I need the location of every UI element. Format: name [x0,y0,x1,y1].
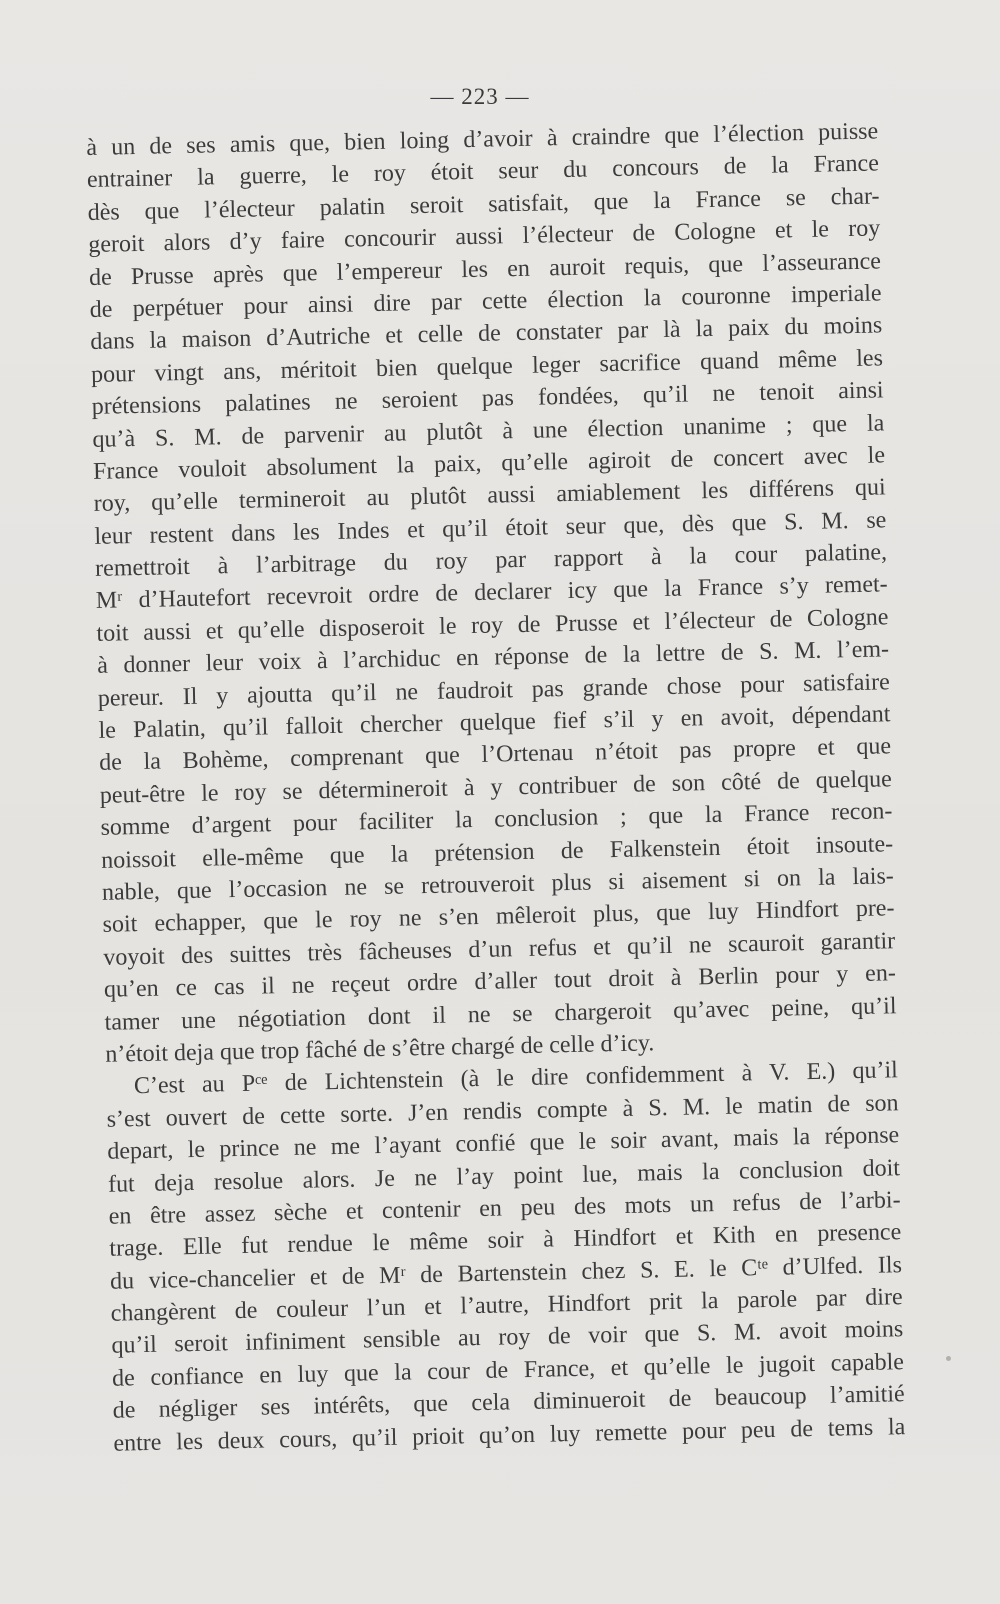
text-line: soit echapper, que le roy ne s’en mêleroit plus, que luy Hindfort pre- [102,895,895,939]
text-line: remettroit à l’arbitrage du roy par rapport à la cour palatine, [94,539,888,582]
body-text [86,115,906,1459]
paper-speck [946,1356,951,1361]
text-line: de confiance en luy que la cour de France, et qu’elle le jugoit capable [111,1348,905,1392]
text-line: qu’il seroit infiniment sensible au roy de voir que S. M. avoit moins [111,1316,904,1360]
text-line: à un de ses amis que, bien loing d’avoir à craindre que l’élection puisse [86,118,879,161]
text-line: le Palatin, qu’il falloit chercher quelque fief s’il y en avoit, dépendant [98,701,891,744]
paragraph-end-line: n’étoit deja que trop fâché de s’être chargé de celle d’icy. [105,1030,655,1068]
text-line: toit aussi et qu’elle disposeroit le roy de Prusse et l’électeur de Cologne [96,604,889,647]
text-line: geroit alors d’y faire concourir aussi l’électeur de Cologne et le roy [88,215,881,259]
text-line: entre les deux cours, qu’il prioit qu’on luy remette pour peu de tems la [113,1413,906,1457]
text-line: pour vingt ans, méritoit bien quelque leger sacrifice quand même les [90,345,884,388]
text-line: leur restent dans les Indes et qu’il étoit seur que, dès que S. M. se [94,507,887,550]
text-line: dans la maison d’Autriche et celle de constater par là la paix du moins [90,312,883,356]
text-line: de négliger ses intérêts, que cela diminueroit de beaucoup l’amitié [112,1381,905,1424]
text-line: peut-être le roy se détermineroit à y contribuer de son côté de quelque [99,766,893,809]
text-line: nable, que l’occasion ne se retrouveroit plus si aisement si on la lais- [101,863,895,906]
text-line: de Prusse après que l’empereur les en auroit requis, que l’asseurance [88,247,882,291]
text-line: s’est ouvert de cette sorte. J’en rendis compte à S. M. le matin de son [106,1089,899,1133]
text-line: prétensions palatines ne seroient pas fondées, qu’il ne tenoit ainsi [91,377,884,421]
text-line: somme d’argent pour faciliter la conclusion ; que la France recon- [100,798,893,842]
text-line: France vouloit absolument la paix, qu’elle agiroit de concert avec le [92,442,886,485]
text-line: qu’à S. M. de parvenir au plutôt à une élection unanime ; que la [92,409,885,453]
text-line: Mʳ d’Hautefort recevroit ordre de declarer icy que la France s’y remet- [95,571,888,615]
text-line: entrainer la guerre, le roy étoit seur du concours de la France [86,150,880,194]
text-line: de perpétuer pour ainsi dire par cette élection la couronne imperiale [89,280,882,323]
text-line: qu’en ce cas il ne reçeut ordre d’aller tout droit à Berlin pour y en- [103,960,897,1003]
text-line: depart, le prince ne me l’ayant confié que le soir avant, mais la réponse [107,1122,900,1165]
text-line: noissoit elle-même que la prétension de Falkenstein étoit insoute- [100,830,894,874]
text-line: dès que l’électeur palatin seroit satisfait, que la France se char- [87,183,880,226]
text-line: voyoit des suittes très fâcheuses d’un refus et qu’il ne scauroit garantir [103,928,896,971]
page-number: — 223 — [430,84,530,109]
text-line: roy, qu’elle termineroit au plutôt aussi amiablement les différens qui [93,474,886,518]
text-line: fut deja resolue alors. Je ne l’ay point lue, mais la conclusion doit [107,1154,901,1198]
text-line: tamer une négotiation dont il ne se chargeroit qu’avec peine, qu’il [104,992,897,1036]
paragraph-start-line: C’est au Pᶜᵉ de Lichtenstein (à le dire confidemment à V. E.) qu’il [133,1057,899,1100]
text-line: de la Bohème, comprenant que l’Ortenau n’étoit pas propre et que [98,733,892,777]
text-line: en être assez sèche et contenir en peu des mots un refus de l’arbi- [108,1187,901,1230]
text-line: pereur. Il y ajoutta qu’il ne faudroit pas grande chose pour satisfaire [97,668,890,712]
text-line: à donner leur voix à l’archiduc en réponse de la lettre de S. M. l’em- [96,636,890,680]
text-line: du vice-chancelier et de Mʳ de Bartenstein chez S. E. le Cᵗᵉ d’Ulfed. Ils [109,1251,903,1295]
text-line: changèrent de couleur l’un et l’autre, Hindfort prit la parole par dire [110,1284,903,1327]
text-line: trage. Elle fut rendue le même soir à Hindfort et Kith en presence [109,1219,902,1263]
